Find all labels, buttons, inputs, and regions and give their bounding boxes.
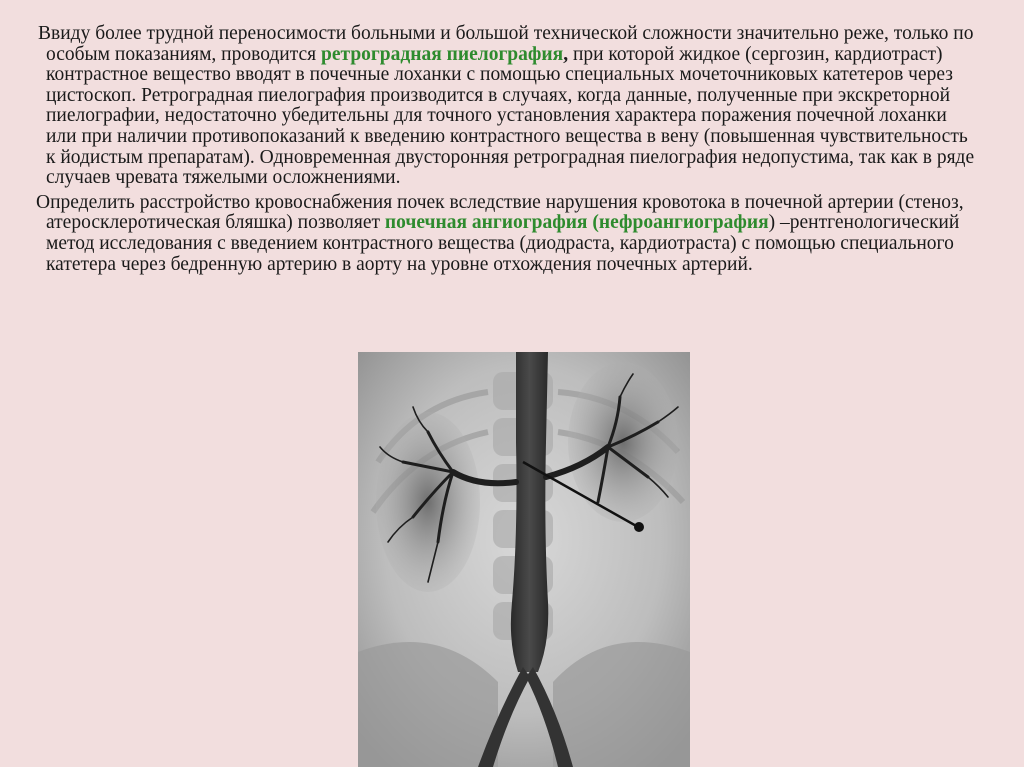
paragraph-renal-angiography: [20, 193, 980, 275]
renal-angiogram-xray-image: [358, 352, 690, 767]
xray-icon: [358, 352, 690, 767]
paragraph-2-text-b: ) –рентгенологический метод исследования с введением контрастного вещества (диодраста, кардиотраста) с помощью специального катетера через бедренную артерию в аорту на уровне отхождения почечных артерий.: [46, 212, 960, 275]
paragraph-1-text-b: при которой жидкое (сергозин, кардиотраст) контрастное вещество вводят в почечные лоханки с помощью специальных мочеточниковых катетеров через цистоскоп. Ретроградная пиелография производится в случаях, когда данные, полученные при экскреторной пиелографии, недостаточно убедительны для точного установления характера поражения почечной лоханки или при наличии противопоказаний к введению контрастного вещества в вену (повышенная чувствительность к йодистым препаратам). Одновременная двусторонняя ретроградная пиелография недопустима, так как в ряде случаев чревата тяжелыми осложнениями.: [46, 43, 975, 189]
paragraph-2-text-a: Определить расстройство кровоснабжения почек вследствие нарушения кровотока в почечной артерии (стеноз, атеросклеротическая бляшка) позволяет: [36, 191, 964, 234]
text-block: [20, 24, 980, 279]
term-renal-angiography: почечная ангиография (нефроангиография: [384, 212, 769, 234]
paragraph-1-comma: ,: [563, 43, 569, 65]
paragraph-retrograde-pyelography: [20, 24, 980, 189]
paragraph-1-text-a: Ввиду более трудной переносимости больными и большой технической сложности значительно реже, только по особым показаниям, проводится: [38, 23, 974, 65]
term-retrograde-pyelography: ретроградная пиелография: [321, 43, 564, 65]
